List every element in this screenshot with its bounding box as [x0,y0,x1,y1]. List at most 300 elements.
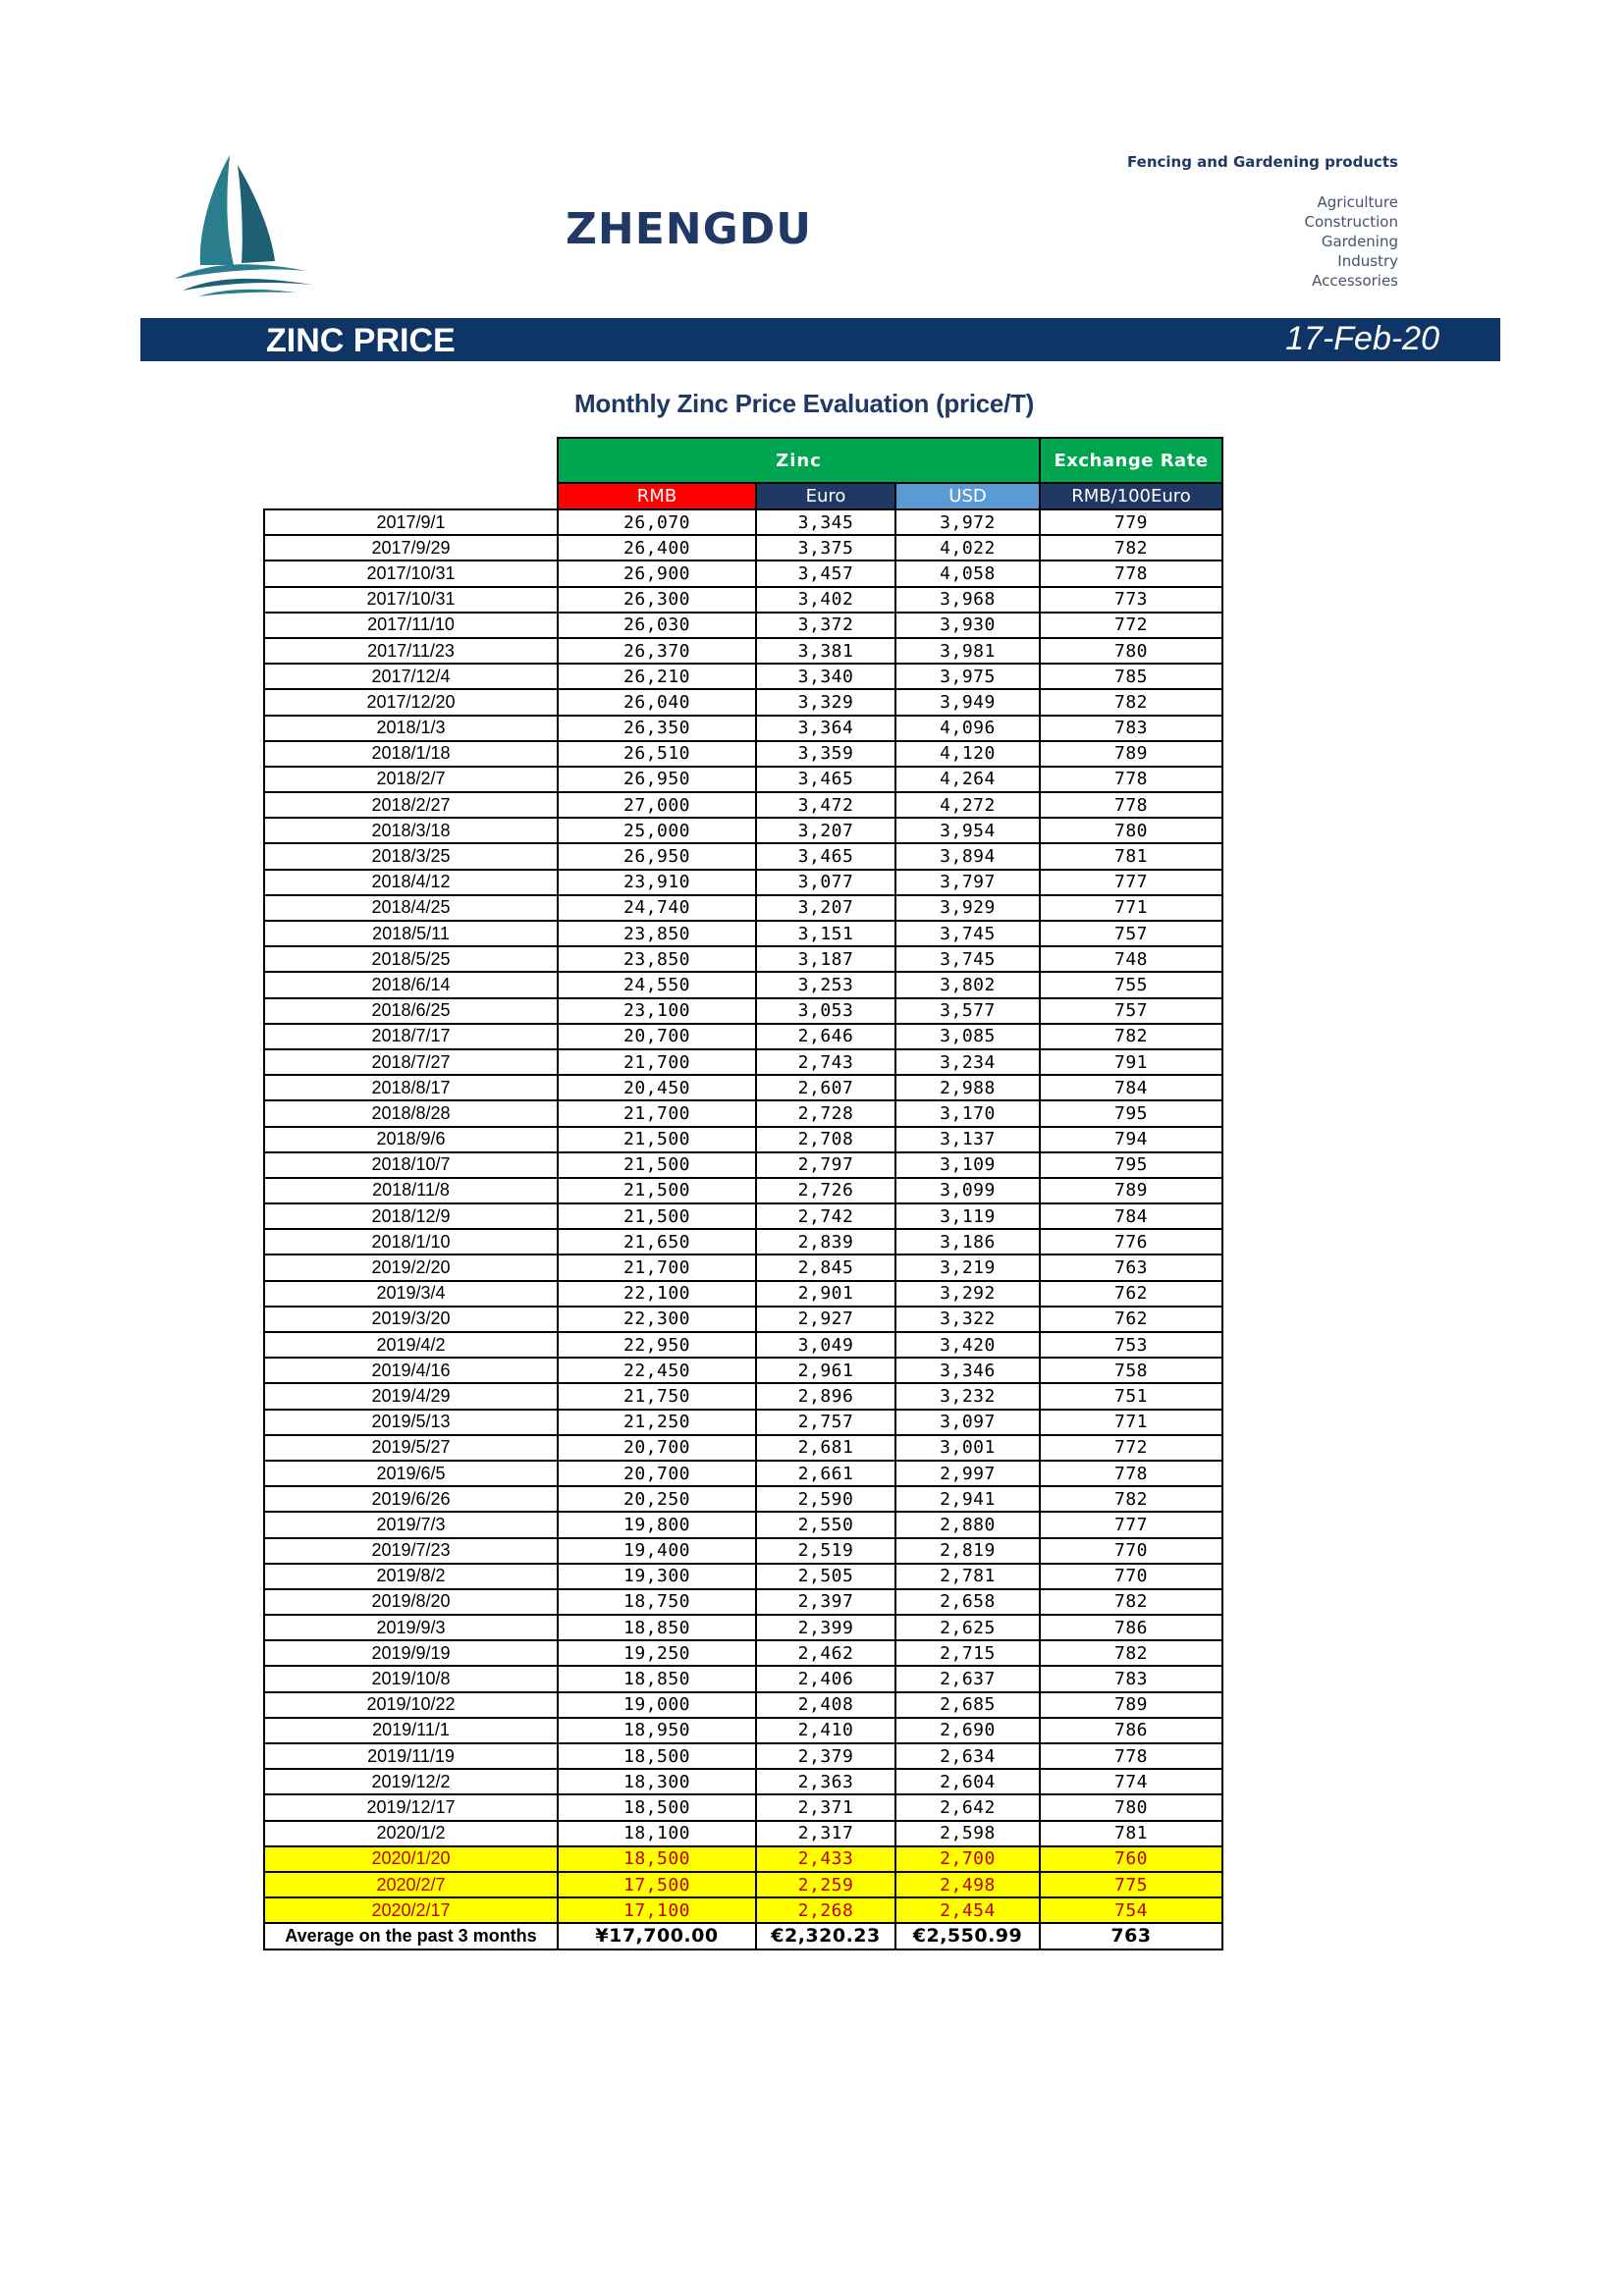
rmb-cell: 25,000 [558,818,756,843]
rate-cell: 791 [1040,1049,1222,1075]
euro-cell: 2,363 [756,1769,895,1794]
date-cell: 2018/8/17 [264,1075,558,1100]
usd-cell: 4,264 [895,767,1040,792]
euro-cell: 2,708 [756,1127,895,1152]
rmb-cell: 21,700 [558,1255,756,1280]
rate-cell: 754 [1040,1897,1222,1923]
euro-cell: 2,406 [756,1666,895,1691]
table-row [264,843,1222,869]
date-cell: 2018/7/27 [264,1049,558,1075]
rate-cell: 755 [1040,972,1222,997]
table-row [264,1178,1222,1203]
company-name: ZHENGDU [566,204,812,254]
euro-cell: 2,896 [756,1383,895,1409]
usd-cell: 3,981 [895,638,1040,664]
date-cell: 2018/2/7 [264,767,558,792]
column-header-euro: Euro [756,483,895,509]
usd-cell: 3,954 [895,818,1040,843]
usd-cell: 2,498 [895,1872,1040,1897]
rmb-cell: 18,300 [558,1769,756,1794]
table-row [264,509,1222,535]
table-row [264,561,1222,586]
euro-cell: 2,519 [756,1538,895,1564]
euro-cell: 3,151 [756,921,895,946]
date-cell: 2018/6/14 [264,972,558,997]
usd-cell: 2,642 [895,1794,1040,1820]
euro-cell: 2,845 [756,1255,895,1280]
usd-cell: 2,700 [895,1846,1040,1872]
table-row [264,1897,1222,1923]
usd-cell: 3,109 [895,1152,1040,1178]
euro-cell: 3,372 [756,613,895,638]
table-row [264,741,1222,767]
exchange-rate-group-header: Exchange Rate [1040,438,1222,483]
rate-cell: 781 [1040,1821,1222,1846]
usd-cell: 2,637 [895,1666,1040,1691]
usd-cell: 2,598 [895,1821,1040,1846]
header-spacer [264,483,558,509]
date-cell: 2019/5/27 [264,1435,558,1461]
sheet-title: Monthly Zinc Price Evaluation (price/T) [574,389,1034,418]
zinc-group-header: Zinc [558,438,1040,483]
header-spacer [264,438,558,483]
rmb-cell: 18,850 [558,1615,756,1640]
rmb-cell: 24,550 [558,972,756,997]
rmb-cell: 21,650 [558,1229,756,1255]
category-item: Gardening [1321,233,1398,250]
rate-cell: 778 [1040,1461,1222,1486]
date-cell: 2020/1/20 [264,1846,558,1872]
euro-cell: 2,757 [756,1410,895,1435]
rmb-cell: 18,500 [558,1846,756,1872]
euro-cell: 2,742 [756,1203,895,1229]
category-item: Construction [1304,213,1398,231]
rate-cell: 774 [1040,1769,1222,1794]
euro-cell: 2,317 [756,1821,895,1846]
usd-cell: 3,170 [895,1100,1040,1126]
date-cell: 2019/8/2 [264,1564,558,1589]
euro-cell: 3,253 [756,972,895,997]
rate-cell: 753 [1040,1332,1222,1358]
title-banner [140,318,1500,361]
table-row [264,767,1222,792]
table-row [264,1743,1222,1769]
rmb-cell: 19,800 [558,1512,756,1537]
rate-cell: 751 [1040,1383,1222,1409]
euro-cell: 3,465 [756,767,895,792]
table-row [264,613,1222,638]
euro-cell: 3,364 [756,716,895,741]
rate-cell: 782 [1040,1024,1222,1049]
rmb-cell: 18,500 [558,1794,756,1820]
rate-cell: 763 [1040,1255,1222,1280]
category-item: Agriculture [1317,193,1398,211]
table-row [264,1794,1222,1820]
rmb-cell: 20,450 [558,1075,756,1100]
euro-cell: 2,797 [756,1152,895,1178]
usd-cell: 2,625 [895,1615,1040,1640]
table-row [264,1769,1222,1794]
euro-cell: 3,465 [756,843,895,869]
usd-cell: 3,119 [895,1203,1040,1229]
rmb-cell: 22,450 [558,1358,756,1383]
euro-cell: 3,472 [756,792,895,818]
date-cell: 2019/12/2 [264,1769,558,1794]
date-cell: 2018/3/18 [264,818,558,843]
date-cell: 2017/11/23 [264,638,558,664]
rate-cell: 795 [1040,1100,1222,1126]
table-row [264,1538,1222,1564]
rate-cell: 783 [1040,716,1222,741]
rmb-cell: 21,500 [558,1152,756,1178]
usd-cell: 2,604 [895,1769,1040,1794]
table-row [264,535,1222,561]
euro-cell: 2,681 [756,1435,895,1461]
usd-cell: 3,802 [895,972,1040,997]
table-row [264,1127,1222,1152]
rmb-cell: 26,350 [558,716,756,741]
rate-cell: 794 [1040,1127,1222,1152]
rmb-cell: 23,850 [558,921,756,946]
usd-cell: 2,634 [895,1743,1040,1769]
table-row [264,921,1222,946]
date-cell: 2017/9/1 [264,509,558,535]
rmb-cell: 21,500 [558,1203,756,1229]
rate-cell: 775 [1040,1872,1222,1897]
rmb-cell: 22,300 [558,1307,756,1332]
table-row [264,1100,1222,1126]
usd-cell: 4,272 [895,792,1040,818]
usd-cell: 3,234 [895,1049,1040,1075]
date-cell: 2017/9/29 [264,535,558,561]
date-cell: 2019/11/1 [264,1718,558,1743]
rate-cell: 782 [1040,1640,1222,1666]
rate-cell: 778 [1040,792,1222,818]
usd-cell: 2,880 [895,1512,1040,1537]
table-row [264,1589,1222,1615]
rmb-cell: 20,250 [558,1486,756,1512]
date-cell: 2017/12/4 [264,664,558,689]
rmb-cell: 20,700 [558,1461,756,1486]
rate-cell: 784 [1040,1075,1222,1100]
table-row [264,1718,1222,1743]
euro-cell: 2,505 [756,1564,895,1589]
euro-cell: 3,077 [756,870,895,895]
usd-cell: 3,968 [895,587,1040,613]
euro-cell: 3,381 [756,638,895,664]
rate-cell: 762 [1040,1307,1222,1332]
rate-cell: 773 [1040,587,1222,613]
category-list [1304,192,1398,291]
table-row [264,1281,1222,1307]
rate-cell: 780 [1040,638,1222,664]
euro-cell: 3,345 [756,509,895,535]
date-cell: 2018/7/17 [264,1024,558,1049]
table-row [264,998,1222,1024]
euro-cell: 2,839 [756,1229,895,1255]
table-row [264,1486,1222,1512]
date-cell: 2019/6/26 [264,1486,558,1512]
usd-cell: 2,715 [895,1640,1040,1666]
rate-cell: 772 [1040,613,1222,638]
table-row [264,716,1222,741]
rmb-cell: 26,950 [558,767,756,792]
rate-cell: 780 [1040,818,1222,843]
rmb-cell: 20,700 [558,1435,756,1461]
euro-cell: 3,207 [756,895,895,921]
date-cell: 2017/10/31 [264,561,558,586]
rmb-cell: 21,700 [558,1049,756,1075]
euro-cell: 3,402 [756,587,895,613]
table-row [264,1564,1222,1589]
table-row [264,1872,1222,1897]
rate-cell: 776 [1040,1229,1222,1255]
date-cell: 2018/1/18 [264,741,558,767]
table-row [264,1615,1222,1640]
date-cell: 2019/11/19 [264,1743,558,1769]
euro-cell: 2,462 [756,1640,895,1666]
euro-cell: 2,661 [756,1461,895,1486]
table-row [264,1049,1222,1075]
euro-cell: 2,901 [756,1281,895,1307]
rate-cell: 772 [1040,1435,1222,1461]
date-cell: 2018/12/9 [264,1203,558,1229]
euro-cell: 2,590 [756,1486,895,1512]
table-row [264,1461,1222,1486]
date-cell: 2017/12/20 [264,689,558,715]
date-cell: 2018/10/7 [264,1152,558,1178]
usd-cell: 2,454 [895,1897,1040,1923]
rmb-cell: 26,040 [558,689,756,715]
usd-cell: 3,972 [895,509,1040,535]
usd-cell: 3,219 [895,1255,1040,1280]
rmb-cell: 23,910 [558,870,756,895]
date-cell: 2017/11/10 [264,613,558,638]
rate-cell: 770 [1040,1564,1222,1589]
euro-cell: 3,329 [756,689,895,715]
euro-cell: 2,927 [756,1307,895,1332]
date-cell: 2019/10/8 [264,1666,558,1691]
rate-cell: 789 [1040,1692,1222,1718]
date-cell: 2019/4/29 [264,1383,558,1409]
euro-cell: 2,268 [756,1897,895,1923]
rate-cell: 782 [1040,689,1222,715]
euro-cell: 2,743 [756,1049,895,1075]
table-row [264,638,1222,664]
date-cell: 2018/5/25 [264,946,558,972]
rate-cell: 762 [1040,1281,1222,1307]
rmb-cell: 17,100 [558,1897,756,1923]
usd-cell: 3,322 [895,1307,1040,1332]
usd-cell: 3,292 [895,1281,1040,1307]
usd-cell: 3,346 [895,1358,1040,1383]
table-row [264,1255,1222,1280]
banner-title: ZINC PRICE [266,322,456,359]
usd-cell: 3,001 [895,1435,1040,1461]
rmb-cell: 26,300 [558,587,756,613]
table-row [264,1229,1222,1255]
rate-cell: 771 [1040,1410,1222,1435]
rmb-cell: 22,100 [558,1281,756,1307]
usd-cell: 3,929 [895,895,1040,921]
rmb-cell: 19,400 [558,1538,756,1564]
date-cell: 2019/8/20 [264,1589,558,1615]
rate-cell: 748 [1040,946,1222,972]
euro-cell: 2,646 [756,1024,895,1049]
rate-cell: 778 [1040,561,1222,586]
average-rmb: ¥17,700.00 [558,1923,756,1949]
rmb-cell: 27,000 [558,792,756,818]
date-cell: 2018/5/11 [264,921,558,946]
rmb-cell: 23,100 [558,998,756,1024]
table-row [264,1307,1222,1332]
rmb-cell: 24,740 [558,895,756,921]
average-rate: 763 [1040,1923,1222,1949]
euro-cell: 2,259 [756,1872,895,1897]
table-row [264,1075,1222,1100]
company-tagline: Fencing and Gardening products [1127,153,1398,171]
date-cell: 2018/11/8 [264,1178,558,1203]
date-cell: 2018/4/12 [264,870,558,895]
date-cell: 2018/1/3 [264,716,558,741]
table-row [264,895,1222,921]
usd-cell: 3,137 [895,1127,1040,1152]
rate-cell: 760 [1040,1846,1222,1872]
rmb-cell: 21,500 [558,1127,756,1152]
rate-cell: 778 [1040,767,1222,792]
date-cell: 2019/7/23 [264,1538,558,1564]
date-cell: 2018/4/25 [264,895,558,921]
table-row [264,1666,1222,1691]
rmb-cell: 18,100 [558,1821,756,1846]
table-row [264,1024,1222,1049]
euro-cell: 2,379 [756,1743,895,1769]
euro-cell: 3,049 [756,1332,895,1358]
rmb-cell: 18,950 [558,1718,756,1743]
date-cell: 2017/10/31 [264,587,558,613]
usd-cell: 4,058 [895,561,1040,586]
table-row [264,689,1222,715]
rmb-cell: 26,370 [558,638,756,664]
usd-cell: 4,120 [895,741,1040,767]
date-cell: 2018/1/10 [264,1229,558,1255]
usd-cell: 3,745 [895,946,1040,972]
euro-cell: 3,375 [756,535,895,561]
rate-cell: 789 [1040,741,1222,767]
euro-cell: 2,550 [756,1512,895,1537]
table-row [264,1203,1222,1229]
euro-cell: 2,728 [756,1100,895,1126]
usd-cell: 2,988 [895,1075,1040,1100]
rate-cell: 777 [1040,1512,1222,1537]
date-cell: 2018/9/6 [264,1127,558,1152]
euro-cell: 2,408 [756,1692,895,1718]
usd-cell: 3,420 [895,1332,1040,1358]
date-cell: 2019/4/16 [264,1358,558,1383]
table-row [264,1358,1222,1383]
rate-cell: 785 [1040,664,1222,689]
table-row [264,1846,1222,1872]
date-cell: 2019/3/20 [264,1307,558,1332]
column-header-exchange: RMB/100Euro [1040,483,1222,509]
average-euro: €2,320.23 [756,1923,895,1949]
date-cell: 2019/3/4 [264,1281,558,1307]
date-cell: 2019/2/20 [264,1255,558,1280]
rate-cell: 782 [1040,535,1222,561]
euro-cell: 2,726 [756,1178,895,1203]
table-row [264,1383,1222,1409]
rate-cell: 757 [1040,921,1222,946]
rmb-cell: 22,950 [558,1332,756,1358]
usd-cell: 4,022 [895,535,1040,561]
euro-cell: 2,397 [756,1589,895,1615]
usd-cell: 3,975 [895,664,1040,689]
rmb-cell: 18,500 [558,1743,756,1769]
usd-cell: 3,085 [895,1024,1040,1049]
usd-cell: 2,781 [895,1564,1040,1589]
rmb-cell: 26,210 [558,664,756,689]
date-cell: 2018/3/25 [264,843,558,869]
usd-cell: 2,997 [895,1461,1040,1486]
date-cell: 2019/9/19 [264,1640,558,1666]
rmb-cell: 18,850 [558,1666,756,1691]
table-row [264,1435,1222,1461]
rate-cell: 784 [1040,1203,1222,1229]
rmb-cell: 19,000 [558,1692,756,1718]
rmb-cell: 20,700 [558,1024,756,1049]
table-row [264,792,1222,818]
usd-cell: 2,941 [895,1486,1040,1512]
usd-cell: 3,232 [895,1383,1040,1409]
euro-cell: 2,433 [756,1846,895,1872]
date-cell: 2019/4/2 [264,1332,558,1358]
euro-cell: 2,371 [756,1794,895,1820]
average-usd: €2,550.99 [895,1923,1040,1949]
rate-cell: 795 [1040,1152,1222,1178]
euro-cell: 3,340 [756,664,895,689]
usd-cell: 3,186 [895,1229,1040,1255]
rate-cell: 771 [1040,895,1222,921]
rate-cell: 783 [1040,1666,1222,1691]
rmb-cell: 26,900 [558,561,756,586]
euro-cell: 2,607 [756,1075,895,1100]
euro-cell: 3,457 [756,561,895,586]
usd-cell: 2,658 [895,1589,1040,1615]
usd-cell: 3,745 [895,921,1040,946]
rmb-cell: 26,070 [558,509,756,535]
sailboat-logo-icon [169,149,314,298]
date-cell: 2018/2/27 [264,792,558,818]
rate-cell: 757 [1040,998,1222,1024]
date-cell: 2019/12/17 [264,1794,558,1820]
rmb-cell: 23,850 [558,946,756,972]
table-row [264,664,1222,689]
average-row [264,1923,1222,1949]
rmb-cell: 19,250 [558,1640,756,1666]
category-item: Accessories [1312,272,1398,290]
rate-cell: 782 [1040,1589,1222,1615]
rmb-cell: 26,030 [558,613,756,638]
date-cell: 2019/6/5 [264,1461,558,1486]
table-row [264,1692,1222,1718]
table-row [264,1640,1222,1666]
rate-cell: 777 [1040,870,1222,895]
usd-cell: 3,577 [895,998,1040,1024]
category-item: Industry [1337,252,1398,270]
date-cell: 2019/5/13 [264,1410,558,1435]
table-row [264,1821,1222,1846]
date-cell: 2020/2/7 [264,1872,558,1897]
